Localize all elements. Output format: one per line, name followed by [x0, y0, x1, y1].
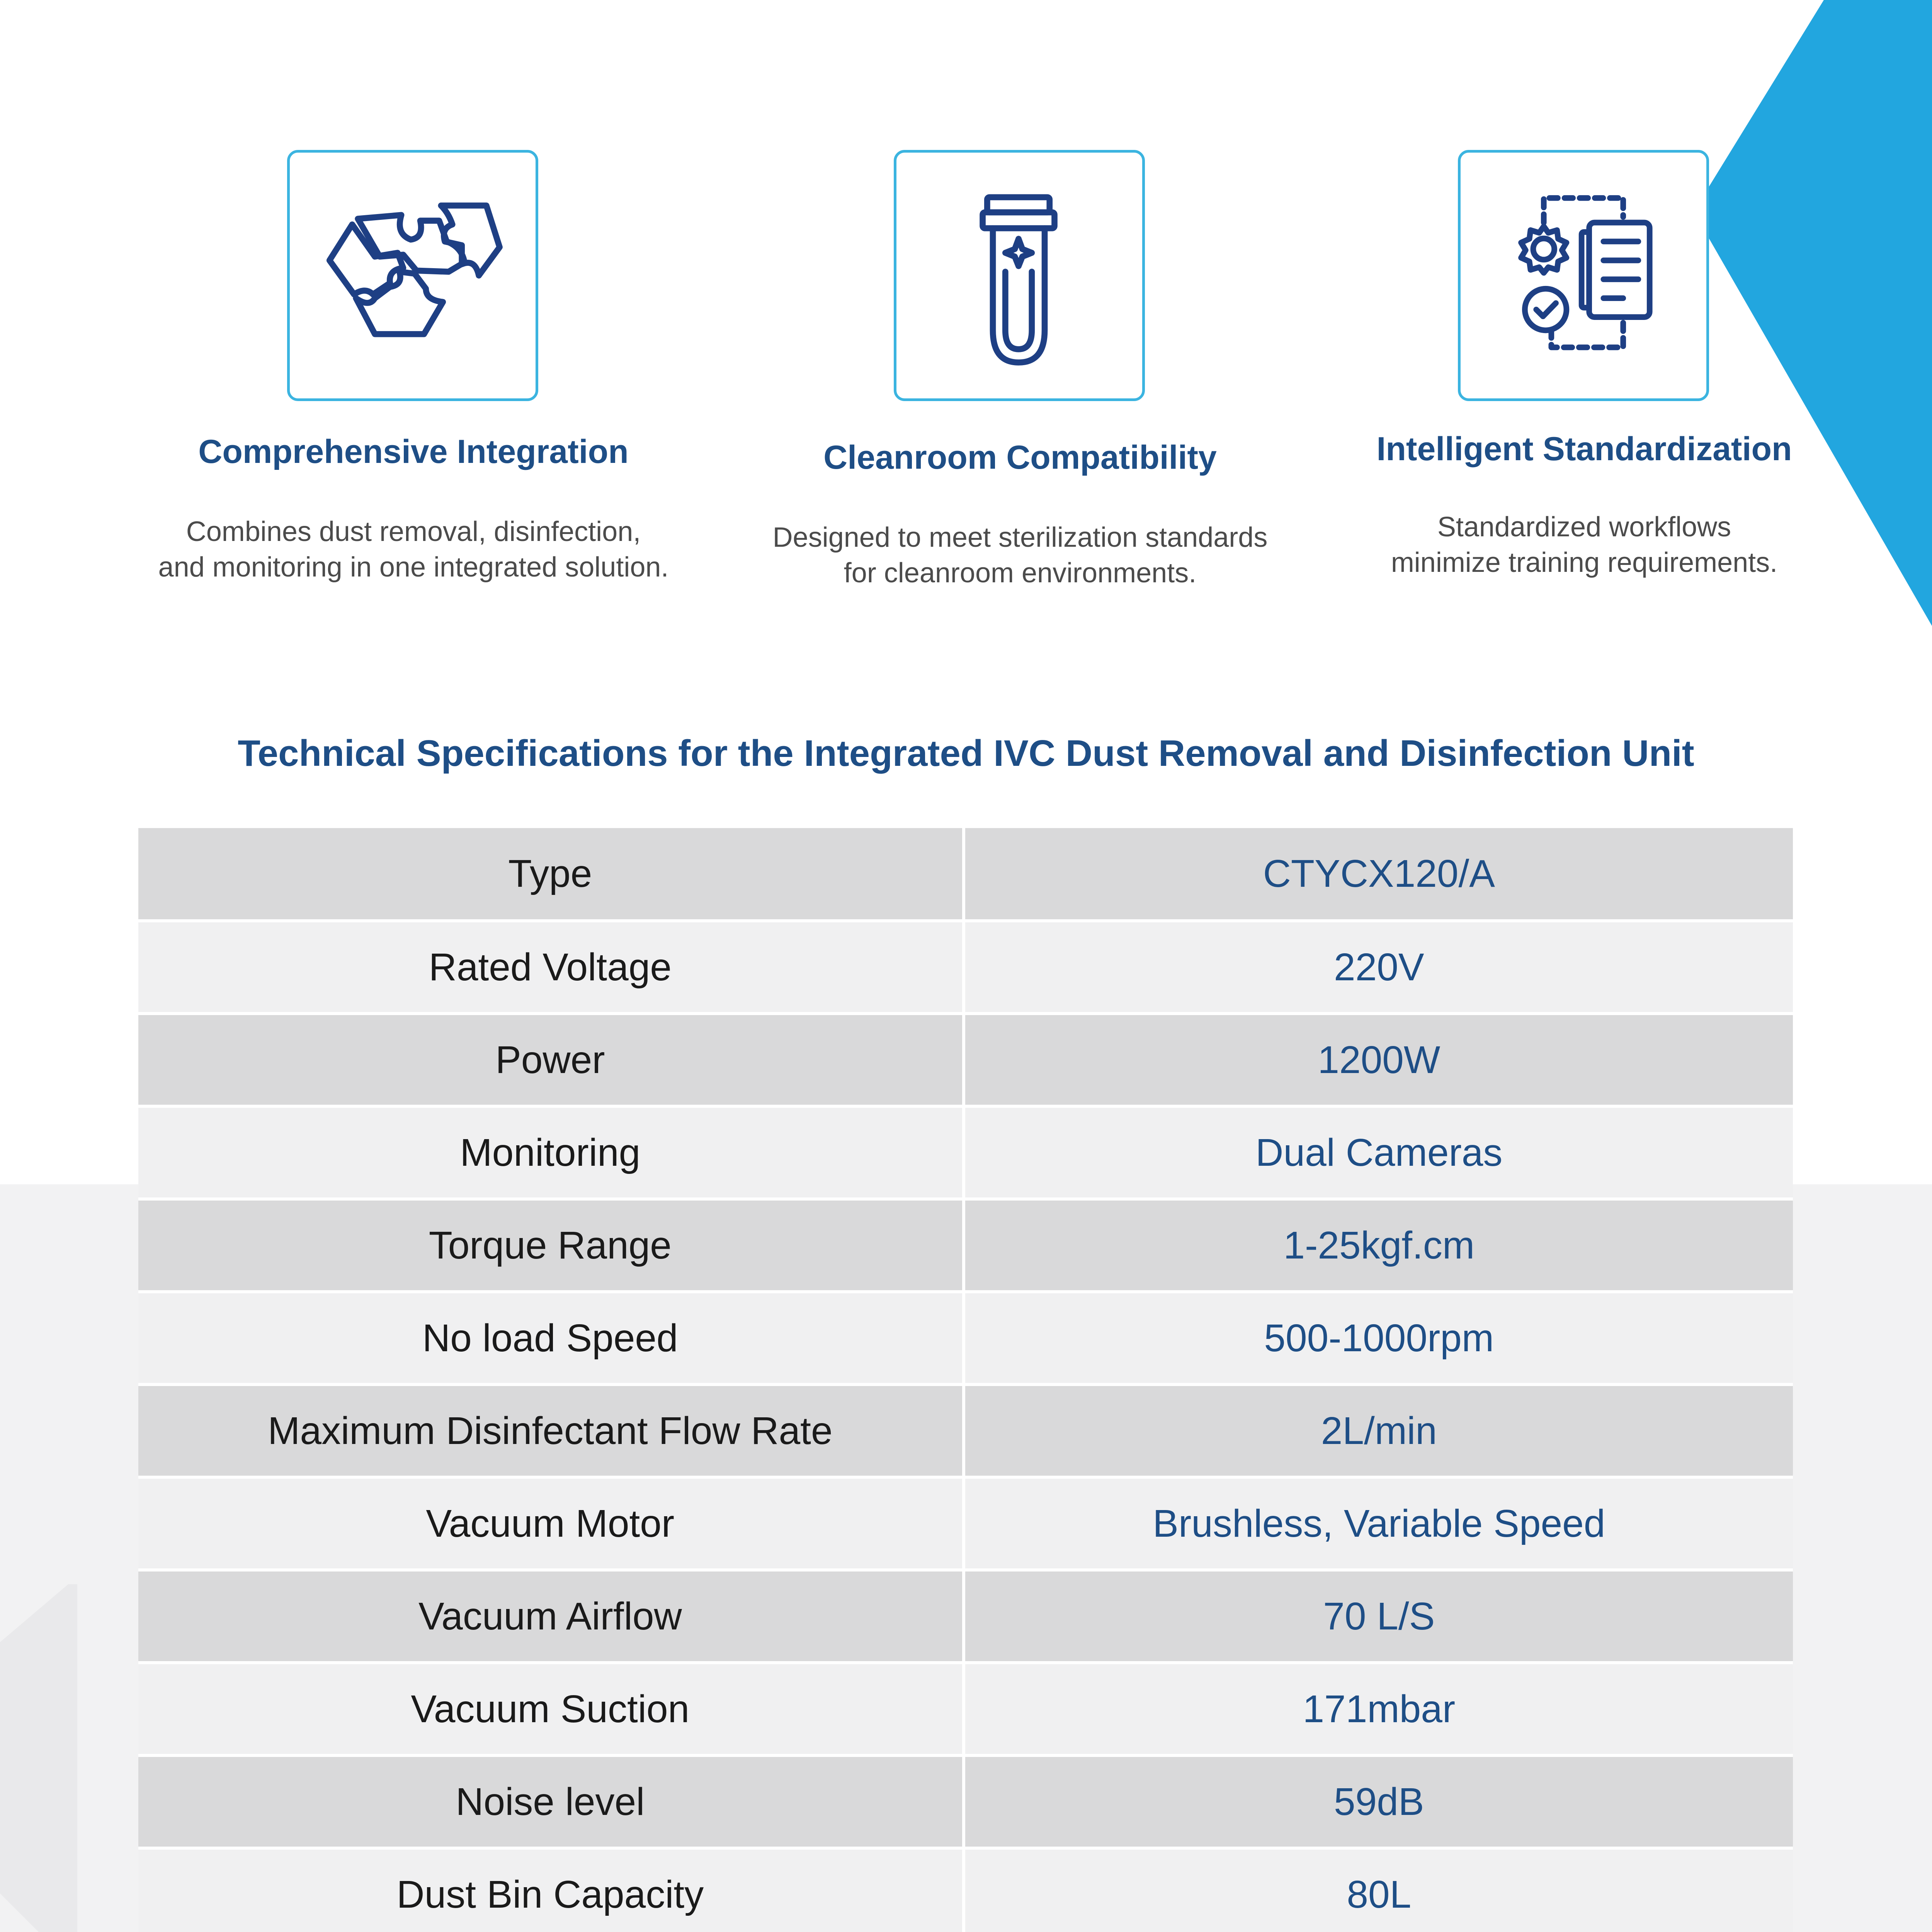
table-row	[138, 1199, 1793, 1292]
table-row	[138, 828, 1793, 921]
spec-value: 70 L/S	[964, 1570, 1793, 1663]
feature-title: Cleanroom Compatibility	[823, 439, 1217, 476]
puzzle-icon	[290, 153, 536, 398]
feature-description: Combines dust removal, disinfection, and monitoring in one integrated solution.	[158, 516, 669, 583]
table-row	[138, 1755, 1793, 1848]
spec-key: Monitoring	[138, 1106, 964, 1199]
spec-value: 59dB	[964, 1755, 1793, 1848]
integration-icon-card	[287, 150, 538, 401]
table-row	[138, 1663, 1793, 1755]
cleanroom-icon-card	[894, 150, 1145, 401]
spec-key: Vacuum Motor	[138, 1477, 964, 1570]
spec-key: Vacuum Airflow	[138, 1570, 964, 1663]
table-row	[138, 1570, 1793, 1663]
spec-value: 171mbar	[964, 1663, 1793, 1755]
table-row	[138, 1384, 1793, 1477]
spec-key: Power	[138, 1014, 964, 1106]
spec-value: 1-25kgf.cm	[964, 1199, 1793, 1292]
feature-description: Designed to meet sterilization standards for cleanroom environments.	[772, 522, 1268, 588]
spec-key: Dust Bin Capacity	[138, 1848, 964, 1932]
feature-description: Standardized workflows minimize training requirements.	[1391, 512, 1778, 578]
table-row	[138, 1848, 1793, 1932]
feature-title: Comprehensive Integration	[198, 433, 629, 470]
standardization-icon-card	[1458, 150, 1709, 401]
spec-value: 220V	[964, 921, 1793, 1014]
spec-key: No load Speed	[138, 1292, 964, 1384]
spec-key: Vacuum Suction	[138, 1663, 964, 1755]
table-row	[138, 1292, 1793, 1384]
spec-key: Type	[138, 828, 964, 921]
spec-key: Noise level	[138, 1755, 964, 1848]
table-row	[138, 1477, 1793, 1570]
spec-value: 500-1000rpm	[964, 1292, 1793, 1384]
standardization-icon	[1461, 153, 1706, 398]
spec-value: 2L/min	[964, 1384, 1793, 1477]
table-row	[138, 921, 1793, 1014]
specifications-table	[138, 828, 1793, 1932]
spec-value: 1200W	[964, 1014, 1793, 1106]
spec-key: Rated Voltage	[138, 921, 964, 1014]
spec-value: Dual Cameras	[964, 1106, 1793, 1199]
test-tube-icon	[896, 153, 1142, 398]
spec-value: CTYCX120/A	[964, 828, 1793, 921]
spec-value: 80L	[964, 1848, 1793, 1932]
table-row	[138, 1106, 1793, 1199]
spec-key: Torque Range	[138, 1199, 964, 1292]
table-row	[138, 1014, 1793, 1106]
specifications-heading: Technical Specifications for the Integrated IVC Dust Removal and Disinfection Unit	[238, 733, 1694, 774]
feature-title: Intelligent Standardization	[1376, 430, 1792, 468]
spec-key: Maximum Disinfectant Flow Rate	[138, 1384, 964, 1477]
spec-value: Brushless, Variable Speed	[964, 1477, 1793, 1570]
